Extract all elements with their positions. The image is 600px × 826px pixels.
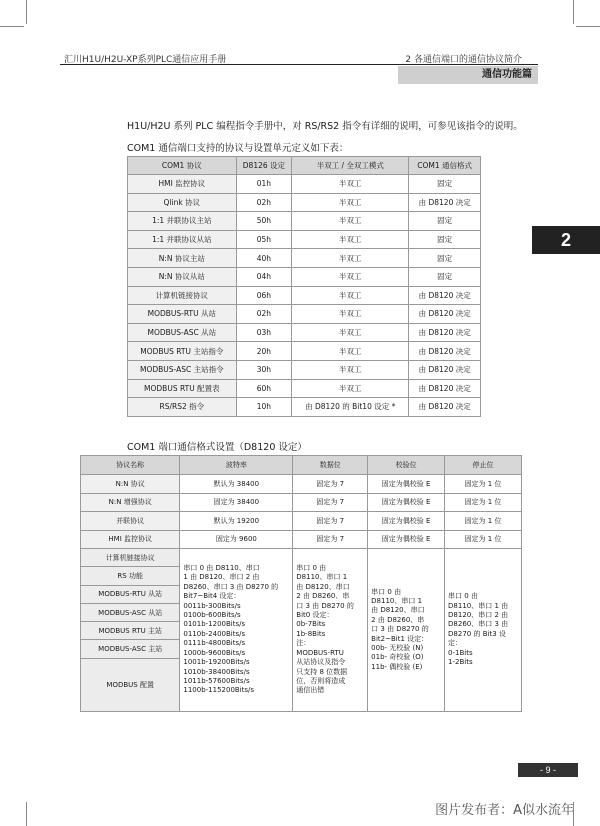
cell-line: 1001b-19200Bits/s [183,658,250,667]
table-cell: 02h [236,193,292,212]
cell-line: 串口 0 由 [448,592,478,601]
table-cell: 固定为偶校验 E [368,530,445,549]
table-cell: 固定为 7 [293,512,368,531]
table-cell: 半双工 [292,267,409,286]
crop-mark [26,802,27,826]
table-cell: 30h [236,360,292,379]
cell-line: 1010b-38400Bits/s [183,667,250,676]
table-cell: 20h [236,342,292,361]
protocol-name-cell: RS 功能 [81,567,180,585]
table-cell: 固定为 1 位 [445,512,522,531]
stop-lines-cell [445,549,522,712]
com1-format-table [80,455,522,712]
table-cell: MODBUS RTU 配置表 [128,379,237,398]
protocol-name-cell: MODBUS-ASC 从站 [81,603,180,621]
table-cell: 固定 [409,249,481,268]
table-cell: 默认为 19200 [180,512,293,531]
protocol-name-cell: 计算机链接协议 [81,549,180,567]
table-row [128,398,481,417]
table-cell: 06h [236,286,292,305]
table-row [128,267,481,286]
table-cell: 由 D8120 决定 [409,323,481,342]
table-cell: HMI 监控协议 [128,175,237,194]
table-row [128,323,481,342]
cell-line: 1 由 D8120、串口 2 由 [183,573,260,582]
cell-line: 注： [296,639,311,648]
cell-line: 从站协议及指令 [296,658,346,667]
table-cell: 02h [236,305,292,324]
table-cell: 由 D8120 决定 [409,379,481,398]
table-row [128,249,481,268]
table-cell: 03h [236,323,292,342]
table-cell: 半双工 [292,212,409,231]
table-cell: 半双工 [292,342,409,361]
table-cell: 由 D8120 决定 [409,286,481,305]
cell-line: 0100b-600Bits/s [183,611,241,620]
table-cell: 半双工 [292,379,409,398]
table-row [128,379,481,398]
cell-line: 00b- 无校验 (N) [371,644,424,652]
column-header: 波特率 [180,456,293,475]
table-cell: 固定为 1 位 [445,493,522,512]
cell-line: 2 由 D8260、串 [371,615,425,624]
cell-line: D8270 的 Bit3 设 [448,629,506,638]
table-cell: 半双工 [292,230,409,249]
table-row [81,475,522,494]
table-header-row [128,157,481,175]
table-cell: 固定为偶校验 E [368,512,445,531]
table-cell: MODBUS-ASC 从站 [128,323,237,342]
cell-line: 串口 0 由 D8110、串口 [183,564,260,573]
cell-line: 01b- 奇校验 (O) [371,653,424,662]
table-row [128,230,481,249]
table-cell: 半双工 [292,286,409,305]
cell-line: 串口 0 由 [296,564,327,573]
table-cell: 1:1 并联协议从站 [128,230,237,249]
table-cell: 半双工 [292,323,409,342]
table-row [128,193,481,212]
baud-lines-cell [180,549,293,712]
table-row [128,212,481,231]
table-cell: 40h [236,249,292,268]
running-header-left: 汇川H1U/H2U-XP系列PLC通信应用手册 [64,55,227,65]
table-cell: 半双工 [292,305,409,324]
table-row [128,360,481,379]
cell-line: 1-2Bits [448,658,473,667]
column-header: COM1 协议 [128,157,237,175]
column-header: 数据位 [293,456,368,475]
table-cell: 半双工 [292,175,409,194]
cell-line: MODBUS-RTU [296,648,344,657]
intro-paragraph: H1U/H2U 系列 PLC 编程指令手册中，对 RS/RS2 指令有详细的说明，可参见该指令的说明。 [127,121,523,132]
table-row [81,549,522,567]
table-row [128,305,481,324]
protocol-name-cell: MODBUS-ASC 主站 [81,640,180,658]
table-cell: 由 D8120 决定 [409,305,481,324]
column-header: D8126 设定 [236,157,292,175]
column-header: 半双工 / 全双工模式 [292,157,409,175]
watermark: 图片发布者：A似水流年 [435,803,574,818]
table-cell: 60h [236,379,292,398]
table-cell: N:N 协议从站 [128,267,237,286]
table-cell: 固定为 1 位 [445,475,522,494]
table-cell: 固定为偶校验 E [368,493,445,512]
table-cell: Qlink 协议 [128,193,237,212]
table-header-row [81,456,522,475]
table-cell: 由 D8120 决定 [409,193,481,212]
column-header: COM1 通信格式 [409,157,481,175]
table-cell: 固定为 7 [293,530,368,549]
crop-mark [26,0,27,24]
protocol-name-cell: MODBUS-RTU 从站 [81,585,180,603]
cell-line: 11b- 偶校验 (E) [371,662,423,671]
table-cell: N:N 增强协议 [81,493,180,512]
cell-line: D8110、串口 1 [371,596,423,605]
table-cell: 固定 [409,230,481,249]
column-header: 协议名称 [81,456,180,475]
cell-line: 0-1Bits [448,648,473,657]
cell-line: D8260、串口 3 由 D8270 的 [183,582,279,591]
table-cell: 固定为 7 [293,475,368,494]
cell-line: 1011b-57600Bits/s [183,676,250,685]
cell-line: 1100b-115200Bits/s [183,686,255,695]
table-cell: 由 D8120 的 Bit10 设定 * [292,398,409,417]
table1-caption: COM1 通信端口支持的协议与设置单元定义如下表： [127,143,349,154]
cell-line: 定： [448,639,463,648]
cell-line: 2 由 D8260、串 [296,592,350,601]
page-number: - 9 - [518,763,578,777]
table-row [128,342,481,361]
cell-line: 通信出错 [296,686,325,695]
cell-line: Bit0 设定： [296,611,334,620]
com1-protocol-table [127,156,481,417]
table-cell: 05h [236,230,292,249]
table-row [81,512,522,531]
cell-line: 由 D8120、串口 [371,606,425,615]
header-rule [60,64,538,65]
cell-line: 只支持 8 位数据 [296,667,348,676]
cell-line: 位，否则将造成 [296,676,346,685]
cell-line: D8120、串口 2 由 [448,611,509,620]
table-cell: 固定为 9600 [180,530,293,549]
table-cell: N:N 协议主站 [128,249,237,268]
table-cell: 半双工 [292,193,409,212]
crop-mark [0,26,24,27]
protocol-name-cell: MODBUS RTU 主站 [81,622,180,640]
table-cell: 固定为 7 [293,493,368,512]
table-row [128,175,481,194]
cell-line: 0101b-1200Bits/s [183,620,246,629]
table-cell: HMI 监控协议 [81,530,180,549]
table-cell: MODBUS-ASC 主站指令 [128,360,237,379]
parity-lines-cell [368,549,445,712]
table-row [128,286,481,305]
cell-line: 1000b-9600Bits/s [183,648,246,657]
table-cell: RS/RS2 指令 [128,398,237,417]
table-cell: MODBUS RTU 主站指令 [128,342,237,361]
table-cell: 04h [236,267,292,286]
cell-line: D8110、串口 1 由 [448,601,509,610]
cell-line: 口 3 由 D8270 的 [371,625,429,634]
table-cell: 由 D8120 决定 [409,342,481,361]
table-cell: 10h [236,398,292,417]
cell-line: 口 3 由 D8270 的 [296,601,354,610]
table-row [81,530,522,549]
table-cell: MODBUS-RTU 从站 [128,305,237,324]
cell-line: 0011b-300Bits/s [183,601,241,610]
data-lines-cell [293,549,368,712]
table-cell: 固定 [409,267,481,286]
cell-line: D8110、串口 1 [296,573,348,582]
protocol-name-cell: MODBUS 配置 [81,658,180,711]
table-row [81,493,522,512]
cell-line: 由 D8120、串口 [296,582,350,591]
column-header: 停止位 [445,456,522,475]
section-label: 通信功能篇 [398,66,538,84]
chapter-tab: 2 [532,226,600,254]
crop-mark [573,0,574,24]
crop-mark [576,26,600,27]
cell-line: Bit2~Bit1 设定： [371,634,429,643]
table-cell: 由 D8120 决定 [409,360,481,379]
running-header-right: 2 各通信端口的通信协议简介 [405,55,522,65]
cell-line: 0b-7Bits [296,620,326,629]
cell-line: 串口 0 由 [371,587,402,596]
table-cell: 01h [236,175,292,194]
table-cell: 半双工 [292,360,409,379]
table2-caption: COM1 端口通信格式设置（D8120 设定） [127,442,307,453]
table-cell: 固定 [409,175,481,194]
cell-line: Bit7~Bit4 设定： [183,592,241,601]
cell-line: 1b-8Bits [296,629,326,638]
table-cell: 固定为 1 位 [445,530,522,549]
table-cell: 1:1 并联协议主站 [128,212,237,231]
table-cell: 默认为 38400 [180,475,293,494]
table-cell: 并联协议 [81,512,180,531]
table-cell: N:N 协议 [81,475,180,494]
table-cell: 固定 [409,212,481,231]
column-header: 校验位 [368,456,445,475]
table-cell: 半双工 [292,249,409,268]
table-cell: 50h [236,212,292,231]
table-cell: 计算机链接协议 [128,286,237,305]
table-cell: 固定为偶校验 E [368,475,445,494]
table-cell: 固定为 38400 [180,493,293,512]
cell-line: 0111b-4800Bits/s [183,639,246,648]
cell-line: 0110b-2400Bits/s [183,629,246,638]
cell-line: D8260、串口 3 由 [448,620,509,629]
table-cell: 由 D8120 决定 [409,398,481,417]
